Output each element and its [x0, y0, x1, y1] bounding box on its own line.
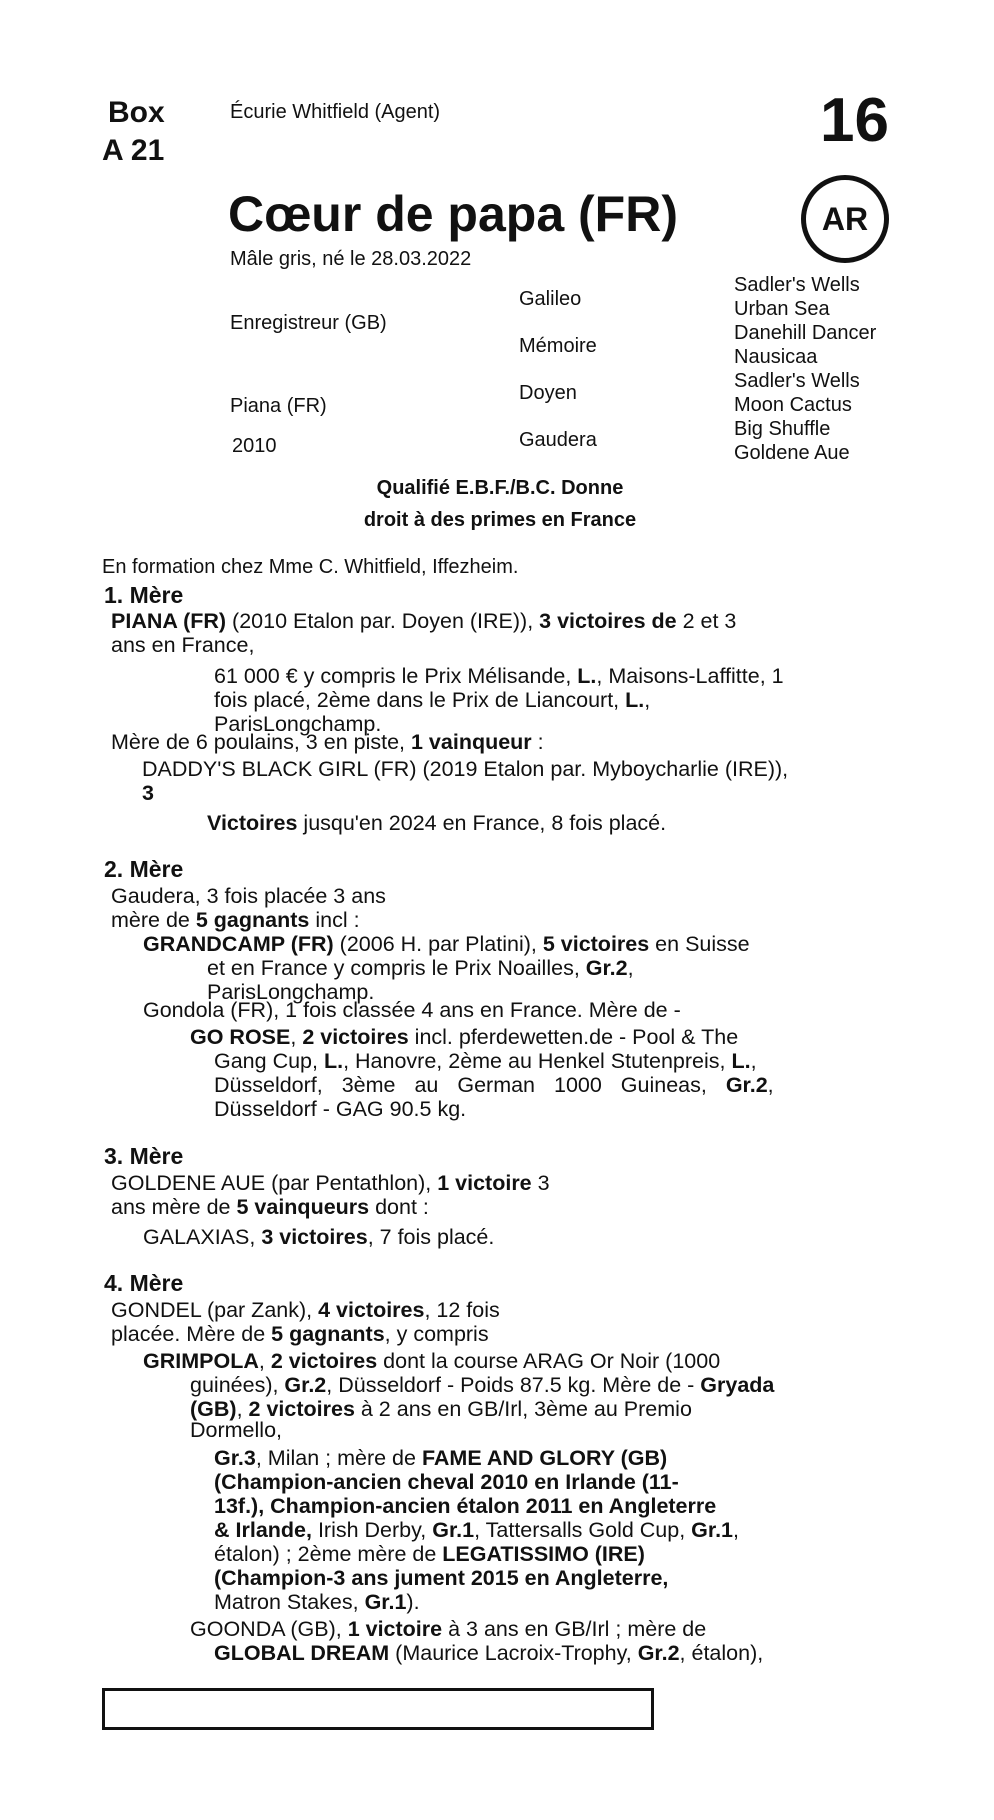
pedigree-grandparent: Gaudera — [519, 429, 597, 451]
ar-badge — [801, 175, 889, 263]
section-title-dam1: 1. Mère — [104, 582, 184, 608]
dam4-text: (Champion-ancien cheval 2010 en Irlande (11- — [214, 1470, 679, 1494]
dam3-text: , 7 fois placé. — [367, 1225, 495, 1249]
dam1-text: fois placé, 2ème dans le Prix de Liancourt, — [214, 688, 626, 712]
dam4-text: Matron Stakes, — [214, 1590, 365, 1614]
dam3-line — [111, 1195, 429, 1220]
pedigree-sire: Enregistreur (GB) — [230, 312, 387, 334]
dam4-line — [214, 1566, 668, 1591]
dam2-text: (2006 H. par Platini), — [333, 932, 543, 956]
dam4-text: GOONDA (GB), — [190, 1617, 348, 1641]
dam4-text: , étalon), — [679, 1641, 764, 1665]
dam4-text: guinées), — [190, 1373, 285, 1397]
dam4-text: ). — [406, 1590, 420, 1614]
pedigree-great-grandparent: Goldene Aue — [734, 442, 850, 464]
dam4-text: 2 victoires — [270, 1349, 378, 1373]
dam2-text: Gondola (FR), 1 fois classée 4 ans en France. Mère de - — [143, 998, 681, 1022]
dam4-text: , — [733, 1518, 739, 1542]
dam4-line — [190, 1418, 282, 1443]
dam4-line — [214, 1590, 420, 1615]
lot-number: 16 — [820, 86, 889, 155]
dam4-text: Irish Derby, — [311, 1518, 433, 1542]
section-title-dam4: 4. Mère — [104, 1270, 184, 1296]
dam1-text: ans en France, — [111, 633, 255, 657]
dam1-text: 61 000 € y compris le Prix Mélisande, — [214, 664, 578, 688]
ar-badge-label: AR — [821, 200, 869, 237]
dam4-text: (Maurice Lacroix-Trophy, — [389, 1641, 638, 1665]
dam1-line — [207, 811, 666, 836]
pedigree-dam: Piana (FR) — [230, 395, 327, 417]
box-label: Box — [108, 96, 165, 129]
dam1-text: 3 — [142, 781, 154, 805]
dam1-name: PIANA (FR) — [111, 609, 227, 633]
empty-frame — [102, 1688, 654, 1730]
dam2-text: GRANDCAMP (FR) — [143, 932, 334, 956]
pedigree-grandparent: Doyen — [519, 382, 577, 404]
dam2-text: L. — [731, 1049, 751, 1073]
dam1-text: , — [644, 688, 651, 712]
pedigree-great-grandparent: Big Shuffle — [734, 418, 831, 440]
horse-description: Mâle gris, né le 28.03.2022 — [230, 248, 472, 270]
training-note: En formation chez Mme C. Whitfield, Iffezheim. — [102, 556, 519, 578]
dam4-text: Gr.2 — [284, 1373, 327, 1397]
dam4-text: GONDEL (par Zank), — [111, 1298, 319, 1322]
dam3-text: 3 victoires — [261, 1225, 368, 1249]
dam1-text: 2 et 3 — [676, 609, 737, 633]
dam2-text: Gr.2 — [725, 1073, 768, 1097]
dam4-line — [190, 1617, 706, 1642]
dam3-text: ans mère de — [111, 1195, 237, 1219]
dam4-text: 5 gagnants — [271, 1322, 385, 1346]
dam2-text: mère de — [111, 908, 196, 932]
dam4-line — [214, 1470, 679, 1495]
dam2-text: et en France y compris le Prix Noailles, — [207, 956, 586, 980]
dam4-text: à 2 ans en GB/Irl, 3ème au Premio — [354, 1397, 692, 1421]
dam4-text: FAME AND GLORY (GB) — [421, 1446, 668, 1470]
dam1-line — [214, 688, 650, 713]
dam2-line — [143, 932, 750, 957]
qualification-line: droit à des primes en France — [363, 509, 637, 531]
pedigree-great-grandparent: Nausicaa — [734, 346, 818, 368]
dam1-line — [214, 664, 784, 689]
dam4-line — [111, 1322, 489, 1347]
pedigree-great-grandparent: Danehill Dancer — [734, 322, 877, 344]
dam4-text: Gr.1 — [364, 1590, 407, 1614]
dam3-line — [143, 1225, 494, 1250]
dam1-text: jusqu'en 2024 en France, 8 fois placé. — [297, 811, 667, 835]
dam1-text: L. — [625, 688, 645, 712]
dam2-text: Düsseldorf - GAG 90.5 kg. — [214, 1097, 467, 1121]
dam4-text: , Milan ; mère de — [255, 1446, 422, 1470]
dam1-text: ParisLongchamp. — [214, 712, 382, 736]
dam2-line — [214, 1073, 894, 1098]
dam2-line — [190, 1025, 738, 1050]
dam2-text: ParisLongchamp. — [207, 980, 375, 1004]
dam4-text: GLOBAL DREAM — [214, 1641, 390, 1665]
pedigree-great-grandparent: Sadler's Wells — [734, 370, 860, 392]
dam1-text: L. — [577, 664, 597, 688]
dam2-text: , — [767, 1073, 774, 1097]
dam4-text: 4 victoires — [318, 1298, 425, 1322]
box-number: A 21 — [102, 134, 165, 167]
dam3-text: 1 victoire — [437, 1171, 532, 1195]
dam4-line — [214, 1641, 763, 1666]
dam2-line — [207, 956, 634, 981]
dam1-line — [111, 730, 544, 755]
dam4-text: , 12 fois — [424, 1298, 500, 1322]
pedigree-grandparent: Galileo — [519, 288, 582, 310]
dam2-text: 5 gagnants — [195, 908, 310, 932]
dam4-text: , Düsseldorf - Poids 87.5 kg. Mère de - — [326, 1373, 701, 1397]
dam2-line — [143, 998, 681, 1023]
dam1-line — [111, 633, 254, 658]
dam2-text: Düsseldorf, 3ème au German 1000 Guineas, — [214, 1073, 726, 1097]
dam2-text: en Suisse — [649, 932, 750, 956]
section-title-dam2: 2. Mère — [104, 856, 184, 882]
section-title-dam3: 3. Mère — [104, 1143, 184, 1169]
pedigree-grandparent: Mémoire — [519, 335, 597, 357]
dam2-line — [214, 1097, 466, 1122]
dam4-line — [143, 1349, 720, 1374]
qualification-line: Qualifié E.B.F./B.C. Donne — [376, 477, 624, 499]
dam1-text: : — [531, 730, 544, 754]
dam4-text: étalon) ; 2ème mère de — [214, 1542, 443, 1566]
dam2-text: GO ROSE — [190, 1025, 291, 1049]
dam4-text: , Tattersalls Gold Cup, — [474, 1518, 692, 1542]
dam2-text: Gaudera, 3 fois placée 3 ans — [111, 884, 386, 908]
pedigree-great-grandparent: Urban Sea — [734, 298, 830, 320]
dam4-text: , — [236, 1397, 249, 1421]
horse-name: Cœur de papa (FR) — [228, 186, 678, 242]
dam4-text: LEGATISSIMO (IRE) — [442, 1542, 645, 1566]
dam1-line — [142, 757, 788, 782]
dam4-line — [214, 1542, 645, 1567]
dam4-text: 2 victoires — [248, 1397, 355, 1421]
dam1-text: 1 vainqueur — [411, 730, 532, 754]
dam4-text: Dormello, — [190, 1418, 282, 1442]
dam2-text: incl : — [309, 908, 360, 932]
dam2-line — [111, 908, 360, 933]
dam2-text: , — [750, 1049, 757, 1073]
dam2-text: incl. pferdewetten.de - Pool & The — [408, 1025, 739, 1049]
dam1-text: Victoires — [207, 811, 298, 835]
dam4-text: dont la course ARAG Or Noir (1000 — [377, 1349, 721, 1373]
dam1-line — [142, 781, 154, 806]
dam4-text: placée. Mère de — [111, 1322, 272, 1346]
dam1-text: , Maisons-Laffitte, 1 — [596, 664, 784, 688]
dam4-text: 13f.), Champion-ancien étalon 2011 en Angleterre — [214, 1494, 717, 1518]
dam3-text: GALAXIAS, — [143, 1225, 262, 1249]
dam4-text: Gr.3 — [214, 1446, 256, 1470]
dam4-text: GRIMPOLA — [143, 1349, 259, 1373]
dam4-text: à 3 ans en GB/Irl ; mère de — [442, 1617, 707, 1641]
pedigree-dam-year: 2010 — [232, 435, 277, 457]
dam4-text: , — [258, 1349, 271, 1373]
dam4-text: (Champion-3 ans jument 2015 en Angleterre, — [214, 1566, 669, 1590]
consignor: Écurie Whitfield (Agent) — [230, 101, 441, 123]
dam4-text: Gr.2 — [637, 1641, 680, 1665]
dam2-text: , Hanovre, 2ème au Henkel Stutenpreis, — [343, 1049, 732, 1073]
dam4-text: Gr.1 — [432, 1518, 475, 1542]
dam1-text: 3 victoires de — [539, 609, 677, 633]
dam1-text: Mère de 6 poulains, 3 en piste, — [111, 730, 411, 754]
dam3-line — [111, 1171, 550, 1196]
dam2-line — [111, 884, 386, 909]
dam2-text: L. — [323, 1049, 344, 1073]
dam2-text: , — [627, 956, 634, 980]
dam4-line — [214, 1518, 739, 1543]
dam3-text: 3 — [531, 1171, 550, 1195]
dam2-text: Gang Cup, — [214, 1049, 324, 1073]
dam4-line — [190, 1373, 774, 1398]
dam4-text: (GB) — [190, 1397, 237, 1421]
dam4-text: & Irlande, — [214, 1518, 312, 1542]
dam4-text: , y compris — [384, 1322, 489, 1346]
pedigree-great-grandparent: Moon Cactus — [734, 394, 852, 416]
dam2-text: 5 victoires — [542, 932, 650, 956]
dam2-text: Gr.2 — [585, 956, 628, 980]
dam1-text: DADDY'S BLACK GIRL (FR) (2019 Etalon par. Myboycharlie (IRE)), — [142, 757, 789, 781]
dam4-text: Gr.1 — [691, 1518, 734, 1542]
dam2-line — [214, 1049, 757, 1074]
dam3-text: 5 vainqueurs — [236, 1195, 370, 1219]
dam2-text: , — [290, 1025, 303, 1049]
dam1-text: (2010 Etalon par. Doyen (IRE)), — [226, 609, 540, 633]
dam3-text: GOLDENE AUE (par Pentathlon), — [111, 1171, 438, 1195]
dam4-line — [214, 1494, 716, 1519]
dam3-text: dont : — [369, 1195, 429, 1219]
dam4-line — [214, 1446, 667, 1471]
dam4-text: Gryada — [700, 1373, 775, 1397]
dam1-line — [111, 609, 736, 634]
pedigree-great-grandparent: Sadler's Wells — [734, 274, 860, 296]
dam2-text: 2 victoires — [302, 1025, 409, 1049]
dam4-text: 1 victoire — [347, 1617, 443, 1641]
dam4-line — [111, 1298, 500, 1323]
